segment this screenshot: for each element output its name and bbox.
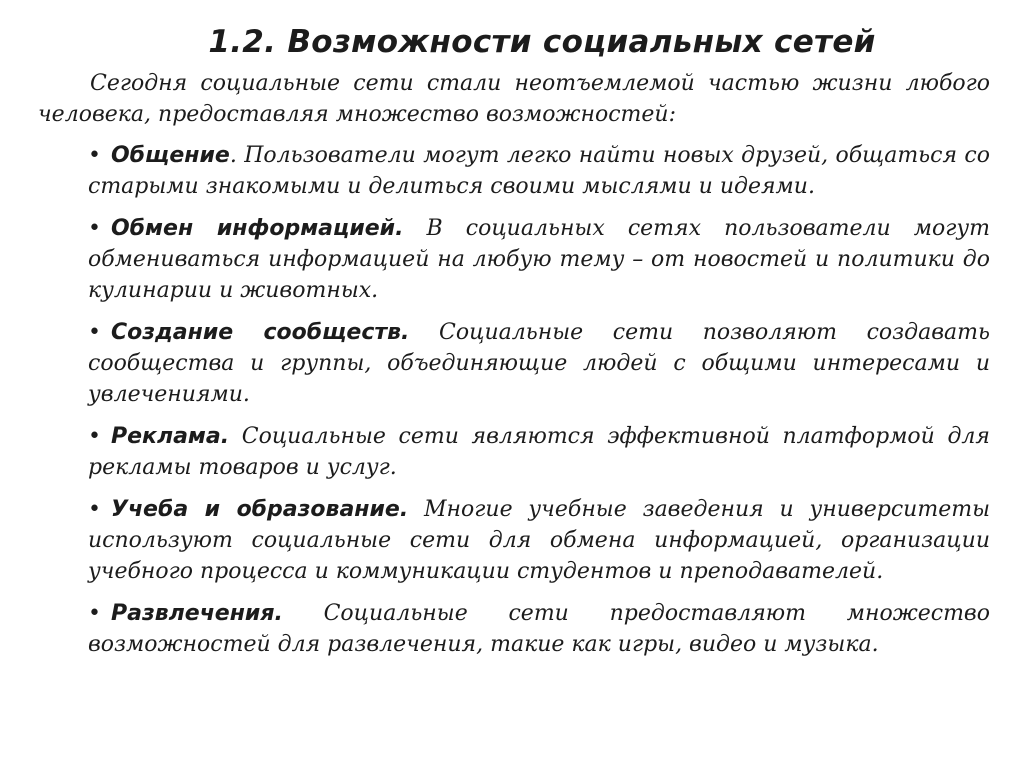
bullet-icon: •: [88, 601, 101, 626]
item-text: Многие учебные заведения и университеты используют социальные сети для обмена информацией, организации учебного процесса и коммуникации студентов и преподавателей.: [88, 497, 990, 584]
item-separator: [403, 216, 426, 241]
item-separator: [409, 320, 439, 345]
bullet-icon: •: [88, 320, 101, 345]
item-text: Социальные сети позволяют создавать сообщества и группы, объединяющие людей с общими интересами и увлечениями.: [88, 320, 990, 407]
list-item-communities: [88, 317, 990, 410]
item-term: Обмен информацией.: [110, 216, 404, 241]
bullet-icon: •: [88, 497, 101, 522]
item-separator: .: [229, 143, 245, 168]
item-separator: [229, 424, 242, 449]
list-item-advertising: [88, 421, 990, 483]
item-text: Социальные сети являются эффективной платформой для рекламы товаров и услуг.: [88, 424, 990, 480]
possibilities-list: [88, 140, 990, 671]
item-separator: [283, 601, 324, 626]
item-text: Социальные сети предоставляют множество возможностей для развлечения, такие как игры, видео и музыка.: [88, 601, 990, 657]
item-term: Общение: [110, 143, 230, 168]
bullet-icon: •: [88, 216, 101, 241]
bullet-icon: •: [88, 424, 101, 449]
item-term: Учеба и образование.: [110, 497, 409, 522]
list-item-communication: [88, 140, 990, 202]
list-item-entertainment: [88, 598, 990, 660]
intro-paragraph: Сегодня социальные сети стали неотъемлемой частью жизни любого человека, предоставляя множество возможностей:: [38, 71, 990, 127]
item-term: Создание сообществ.: [110, 320, 410, 345]
item-text: В социальных сетях пользователи могут обмениваться информацией на любую тему – от новостей и политики до кулинарии и животных.: [88, 216, 990, 303]
bullet-icon: •: [88, 143, 101, 168]
page-title: 1.2. Возможности социальных сетей: [208, 24, 876, 60]
list-item-education: [88, 494, 990, 587]
item-separator: [408, 497, 424, 522]
item-term: Реклама.: [110, 424, 230, 449]
item-text: Пользователи могут легко найти новых друзей, общаться со старыми знакомыми и делиться своими мыслями и идеями.: [88, 143, 990, 199]
item-term: Развлечения.: [110, 601, 283, 626]
list-item-information-exchange: [88, 213, 990, 306]
